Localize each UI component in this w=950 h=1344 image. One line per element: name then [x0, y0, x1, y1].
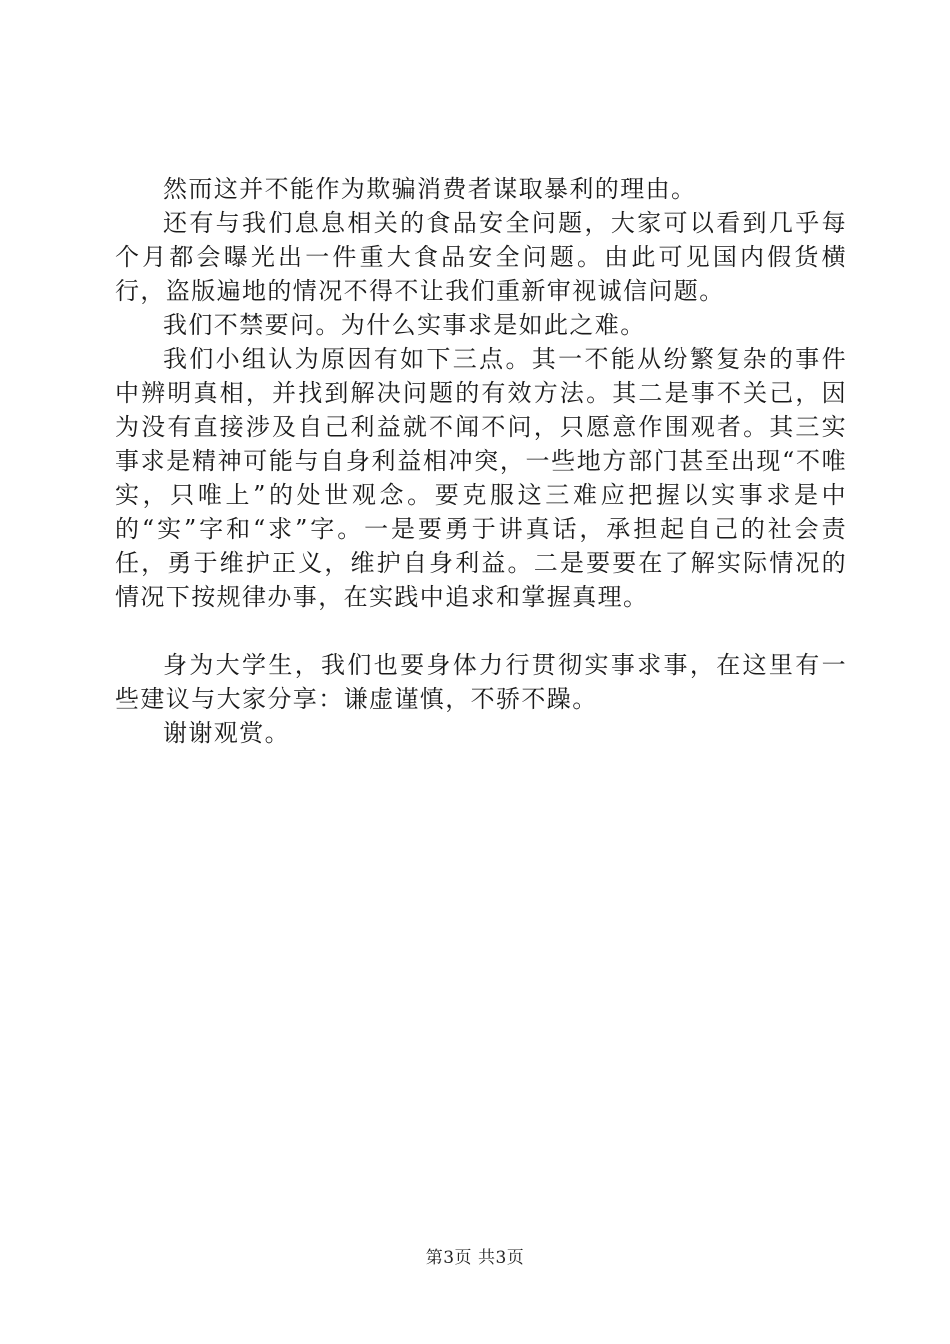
document-body	[115, 172, 847, 750]
paragraph-spacer	[115, 614, 847, 648]
paragraph-2: 还有与我们息息相关的食品安全问题，大家可以看到几乎每个月都会曝光出一件重大食品安全问题。由此可见国内假货横行，盗版遍地的情况不得不让我们重新审视诚信问题。	[115, 209, 847, 305]
paragraph-6: 谢谢观赏。	[163, 719, 290, 747]
paragraph-4: 我们小组认为原因有如下三点。其一不能从纷繁复杂的事件中辨明真相，并找到解决问题的有效方法。其二是事不关己，因为没有直接涉及自己利益就不闻不问，只愿意作围观者。其三实事求是精神可能与自身利益相冲突，一些地方部门甚至出现“不唯实，只唯上”的处世观念。要克服这三难应把握以实事求是中的“实”字和“求”字。一是要勇于讲真话，承担起自己的社会责任，勇于维护正义，维护自身利益。二是要要在了解实际情况的情况下按规律办事，在实践中追求和掌握真理。	[115, 345, 847, 611]
paragraph-3: 我们不禁要问。为什么实事求是如此之难。	[163, 311, 646, 339]
page-number-footer: 第3页 共3页	[425, 1248, 525, 1268]
paragraph-1: 然而这并不能作为欺骗消费者谋取暴利的理由。	[163, 175, 697, 203]
paragraph-5: 身为大学生，我们也要身体力行贯彻实事求事，在这里有一些建议与大家分享：谦虚谨慎，不骄不躁。	[115, 651, 847, 713]
